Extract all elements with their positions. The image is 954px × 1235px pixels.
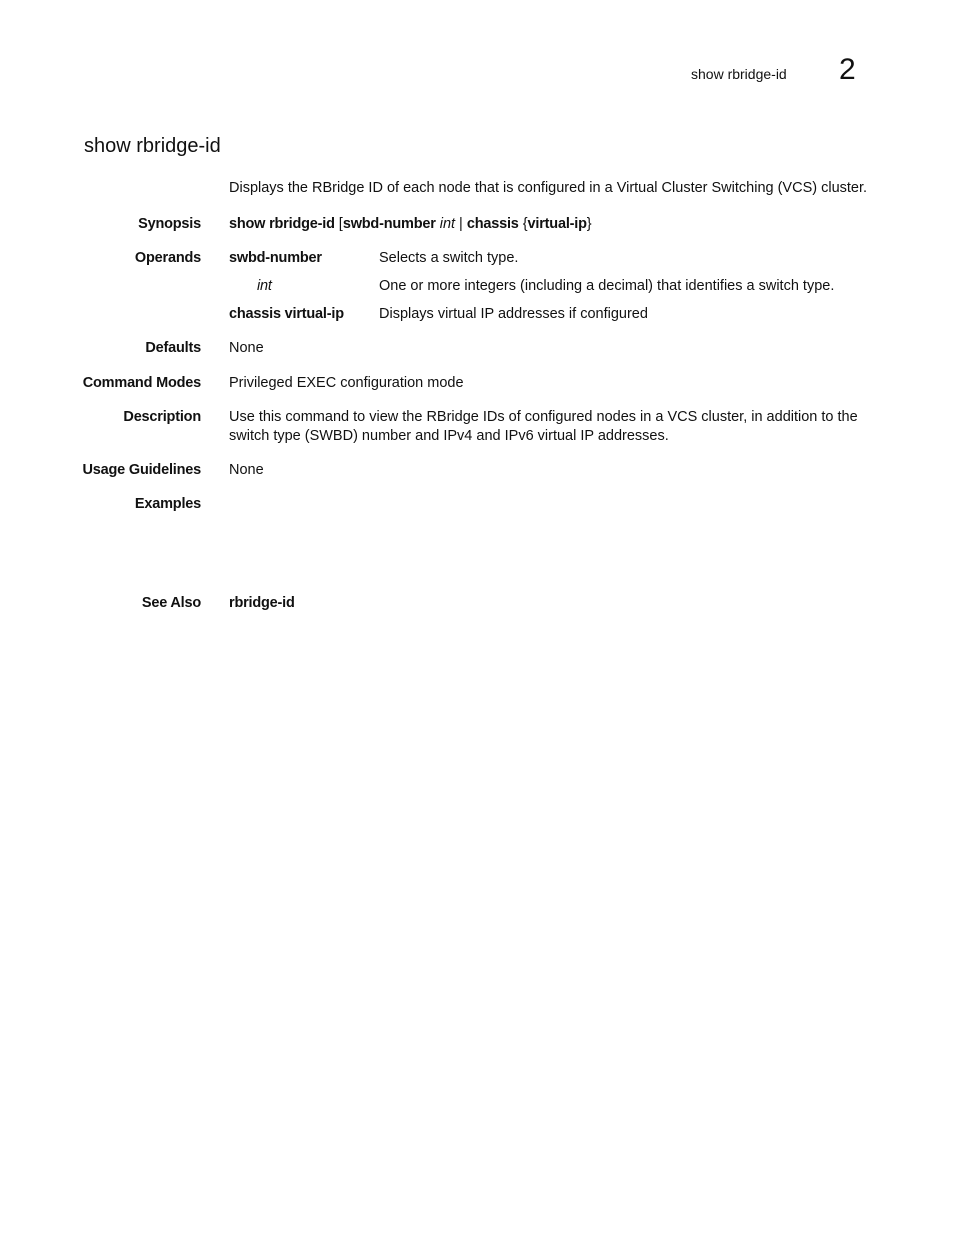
command-modes-text: Privileged EXEC configuration mode	[229, 375, 464, 391]
synopsis-label: Synopsis	[138, 216, 201, 232]
description-label: Description	[123, 409, 201, 425]
description-text: Use this command to view the RBridge IDs of configured nodes in a VCS cluster, in addition to the switch type (SWBD) number and IPv4 and IPv6 virtual IP addresses.	[229, 409, 858, 444]
operand-description: Displays virtual IP addresses if configured	[379, 306, 648, 322]
synopsis-open-bracket: [	[334, 216, 343, 232]
command-modes-label: Command Modes	[82, 375, 201, 391]
synopsis-open-brace: {	[518, 216, 528, 232]
see-also-link[interactable]: rbridge-id	[229, 595, 295, 611]
usage-guidelines-text: None	[229, 462, 264, 478]
operand-name: chassis virtual-ip	[229, 306, 344, 322]
operand-description: Selects a switch type.	[379, 250, 519, 266]
examples-label: Examples	[134, 496, 201, 512]
defaults-label: Defaults	[145, 340, 201, 356]
synopsis-close-brace: }	[586, 216, 592, 232]
synopsis-pipe: |	[455, 216, 467, 232]
synopsis-int: int	[435, 216, 456, 232]
page-title: show rbridge-id	[84, 135, 221, 157]
synopsis-command: show rbridge-id	[229, 216, 335, 232]
operand-name: swbd-number	[229, 250, 322, 266]
running-header-title: show rbridge-id	[691, 66, 787, 82]
usage-guidelines-label: Usage Guidelines	[82, 462, 201, 478]
operands-label: Operands	[134, 250, 201, 266]
synopsis-chassis: chassis	[466, 216, 519, 232]
operand-description: One or more integers (including a decimal) that identifies a switch type.	[379, 278, 835, 294]
synopsis-text	[229, 216, 592, 232]
chapter-number: 2	[839, 53, 856, 86]
synopsis-virtual-ip: virtual-ip	[527, 216, 587, 232]
operand-name: int	[257, 278, 272, 294]
intro-text: Displays the RBridge ID of each node that is configured in a Virtual Cluster Switching (VCS) cluster.	[229, 180, 868, 196]
defaults-text: None	[229, 340, 264, 356]
see-also-label: See Also	[141, 595, 201, 611]
synopsis-swbd: swbd-number	[342, 216, 436, 232]
